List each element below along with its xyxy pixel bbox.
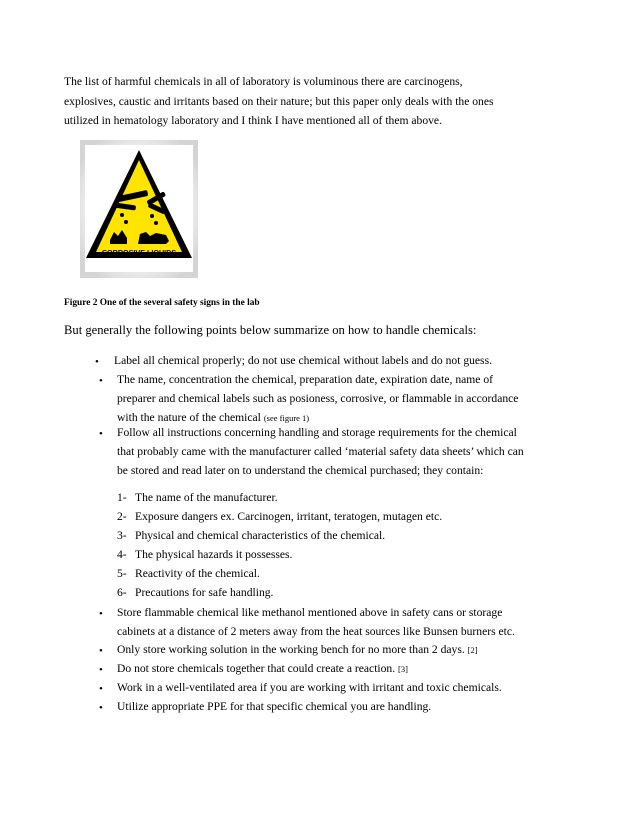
numbered-item: Physical and chemical characteristics of the chemical. [135, 529, 386, 542]
bullet-text: Work in a well-ventilated area if you are working with irritant and toxic chemicals. [117, 681, 502, 694]
numbered-marker: 4- [117, 548, 127, 561]
bullet-icon: • [95, 356, 99, 368]
figure-caption: Figure 2 One of the several safety signs in the lab [64, 298, 260, 308]
bullet-text: preparer and chemical labels such as posioness, corrosive, or flammable in accordance [117, 392, 519, 405]
citation-reference: [2] [467, 645, 478, 655]
corrosive-sign-image [80, 140, 198, 278]
bullet-icon: • [99, 608, 103, 620]
bullet-text-main: with the nature of the chemical [117, 411, 261, 424]
bullet-icon: • [99, 702, 103, 714]
bullet-text: The name, concentration the chemical, preparation date, expiration date, name of [117, 373, 493, 386]
numbered-item: Precautions for safe handling. [135, 586, 274, 599]
numbered-item: Exposure dangers ex. Carcinogen, irritant, teratogen, mutagen etc. [135, 510, 443, 523]
numbered-marker: 3- [117, 529, 127, 542]
numbered-item: The name of the manufacturer. [135, 491, 278, 504]
numbered-item: Reactivity of the chemical. [135, 567, 260, 580]
bullet-text: cabinets at a distance of 2 meters away from the heat sources like Bunsen burners etc. [117, 625, 515, 638]
bullet-icon: • [99, 428, 103, 440]
bullet-text-main: Do not store chemicals together that could create a reaction. [117, 662, 396, 675]
figure-reference: (see figure 1) [263, 413, 310, 423]
intro-paragraph [64, 72, 564, 131]
bullet-text: that probably came with the manufacturer called ‘material safety data sheets’ which can [117, 445, 524, 458]
corrosive-liquids-sign [80, 140, 198, 278]
paragraph-line: explosives, caustic and irritants based on their nature; but this paper only deals with the ones [64, 94, 494, 108]
points-intro: But generally the following points below summarize on how to handle chemicals: [64, 323, 477, 337]
citation-reference: [3] [398, 664, 408, 674]
bullet-text: Label all chemical properly; do not use chemical without labels and do not guess. [114, 354, 492, 367]
bullet-text [117, 643, 478, 656]
bullet-text: be stored and read later on to understand the chemical purchased; they contain: [117, 464, 484, 477]
bullet-text-main: Only store working solution in the working bench for no more than 2 days. [117, 643, 465, 656]
bullet-icon: • [99, 645, 103, 657]
bullet-icon: • [99, 664, 103, 676]
bullet-text [117, 411, 309, 424]
bullet-icon: • [99, 375, 103, 387]
bullet-text: Utilize appropriate PPE for that specific chemical you are handling. [117, 700, 432, 713]
bullet-icon: • [99, 683, 103, 695]
sign-label: CORROSIVE LIQUIDS [101, 248, 177, 257]
paragraph-line: utilized in hematology laboratory and I think I have mentioned all of them above. [64, 114, 442, 127]
numbered-item: The physical hazards it possesses. [135, 548, 293, 561]
numbered-marker: 6- [117, 586, 127, 599]
bullet-text [117, 662, 408, 675]
numbered-marker: 2- [117, 510, 127, 523]
numbered-marker: 1- [117, 491, 127, 504]
paragraph-line: The list of harmful chemicals in all of laboratory is voluminous there are carcinogens, [64, 75, 463, 88]
bullet-text: Store flammable chemical like methanol mentioned above in safety cans or storage [117, 606, 503, 619]
numbered-marker: 5- [117, 567, 127, 580]
bullet-text: Follow all instructions concerning handling and storage requirements for the chemical [117, 426, 517, 439]
